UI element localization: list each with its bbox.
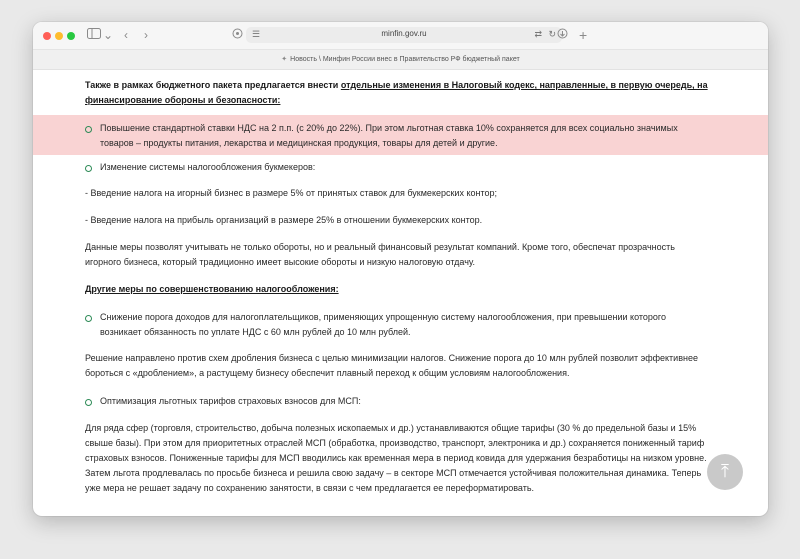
close-window-button[interactable]	[43, 32, 51, 40]
page-settings-icon[interactable]: ☰	[252, 29, 261, 39]
scroll-to-top-button[interactable]	[707, 454, 743, 490]
back-icon[interactable]: ‹	[124, 28, 128, 42]
profit-tax-text: - Введение налога на прибыль организаций в размере 25% в отношении букмекерских контор.	[85, 215, 483, 225]
bullet-insurance: Оптимизация льготных тарифов страховых взносов для МСП:	[100, 396, 361, 406]
minimize-window-button[interactable]	[55, 32, 63, 40]
privacy-report-icon[interactable]	[232, 27, 243, 43]
translate-icon[interactable]: ⇄	[534, 29, 542, 39]
address-bar[interactable]	[246, 27, 562, 43]
bullet-icon	[85, 126, 92, 133]
intro-text: Также в рамках бюджетного пакета предлагается внести	[85, 80, 341, 90]
browser-window	[33, 22, 768, 516]
bullet-icon	[85, 399, 92, 406]
browser-toolbar	[33, 22, 768, 50]
bullet-vat: Повышение стандартной ставки НДС на 2 п.п. (с 20% до 22%). При этом льготная ставка 10% сохраняется для всех социально значимых товаров – продукты питания, лекарства и медицинская продукция, товары для детей и другие.	[100, 123, 678, 148]
new-tab-icon[interactable]: +	[579, 27, 588, 43]
zoom-window-button[interactable]	[67, 32, 75, 40]
url-text: minfin.gov.ru	[381, 29, 427, 38]
article-content	[33, 70, 768, 516]
bullet-icon	[85, 315, 92, 322]
forward-icon[interactable]: ›	[144, 28, 148, 42]
gambling-tax-text: - Введение налога на игорный бизнес в размере 5% от принятых ставок для букмекерских контор;	[85, 188, 498, 198]
download-icon[interactable]	[557, 27, 568, 43]
sidebar-icon[interactable]	[87, 27, 101, 43]
bullet-icon	[85, 165, 92, 172]
insurance-paragraph: Для ряда сфер (торговля, строительство, добыча полезных ископаемых и др.) устанавливаются общие тарифы (30 % до предельной базы и 15% свыше базы). При этом для приоритетных отраслей МСП (обработка, производство, транспорт, электроника и др.) сохраняется пониженный тариф страховых взносов. Пониженные тарифы для МСП вводились как временная мера в период ковида для удержания безработицы на низком уровне. Затем льгота продлевалась по просьбе бизнеса и решила свою задачу – в секторе МСП отмечается устойчивая положительная динамика. Теперь уже мера не решает задачу по сохранению занятости, в связи с чем предлагается ее переформатировать.	[85, 423, 707, 493]
bullet-usn: Снижение порога доходов для налогоплательщиков, применяющих упрощенную систему налогообложения, при превышении которого возникает обязанность по уплате НДС с 60 млн рублей до 10 млн рублей.	[100, 312, 667, 337]
intro-paragraph	[85, 78, 710, 108]
other-measures-heading: Другие меры по совершенствованию налогообложения:	[85, 284, 339, 294]
tab-bar[interactable]	[33, 50, 768, 70]
bullet-bookmakers: Изменение системы налогообложения букмекеров:	[100, 162, 316, 172]
site-favicon-icon: ✦	[281, 56, 288, 63]
tab-title: Новость \ Минфин России внес в Правительство РФ бюджетный пакет	[290, 56, 520, 63]
usn-explanation-paragraph: Решение направлено против схем дробления бизнеса с целью минимизации налогов. Снижение порога до 10 млн рублей позволит эффективнее бороться с «дроблением», а растущему бизнесу обеспечит плавный переход к общим условиям налогообложения.	[85, 353, 698, 378]
chevron-down-icon[interactable]: ⌄	[103, 28, 114, 42]
arrow-up-icon: ⤒	[721, 461, 729, 481]
measures-paragraph: Данные меры позволят учитывать не только обороты, но и реальный финансовый результат компаний. Кроме того, обеспечат прозрачность игорного бизнеса, который традиционно имеет высокие обороты и низкую налоговую отдачу.	[85, 242, 675, 267]
reload-icon[interactable]: ↻	[548, 29, 556, 39]
intro-underlined-text: отдельные изменения в Налоговый кодекс, направленные, в первую очередь, на финансирование обороны и безопасности:	[85, 80, 708, 105]
